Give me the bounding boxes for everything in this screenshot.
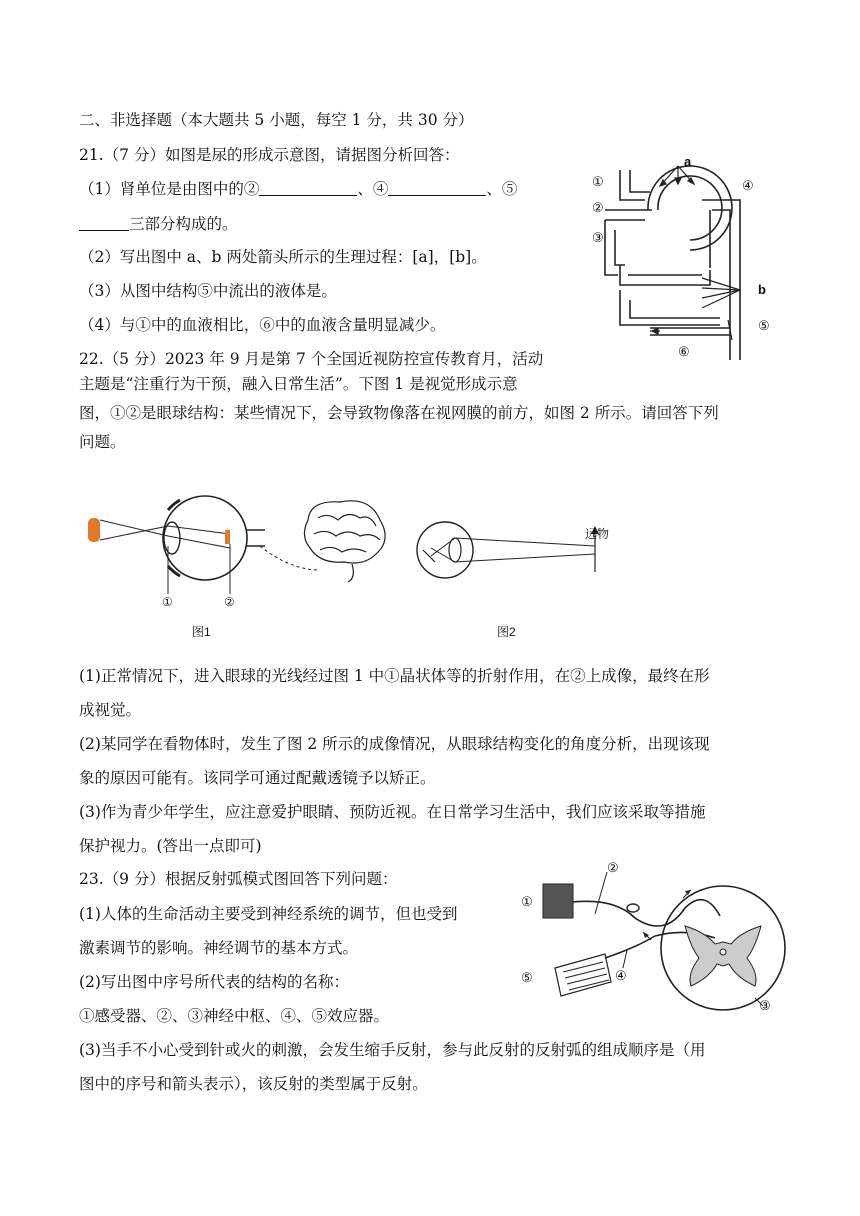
q22-part1-line1: (1)正常情况下，进入眼球的光线经过图 1 中①晶状体等的折射作用，在②上成像，最终在形 bbox=[79, 667, 710, 685]
q22-part2-line1: (2)某同学在看物体时，发生了图 2 所示的成像情况，从眼球结构变化的角度分析，出现该现 bbox=[79, 735, 710, 753]
q22-part3-line2: 保护视力。(答出一点即可) bbox=[79, 837, 262, 855]
q21-part1-b: 、④ bbox=[357, 180, 389, 198]
nephron-label-b: b bbox=[758, 282, 766, 297]
fig2-far-object-label: 远物 bbox=[585, 527, 610, 541]
nephron-label-5: ⑤ bbox=[758, 318, 770, 333]
q22-stem-line2: 主题是“注重行为干预，融入日常生活”。下图 1 是视觉形成示意 bbox=[79, 375, 518, 393]
q23-part2-line1: (2)写出图中序号所代表的结构的名称： bbox=[79, 973, 349, 991]
reflex-label-2: ② bbox=[607, 860, 619, 875]
object-icon bbox=[88, 518, 100, 542]
fig1-caption: 图1 bbox=[192, 625, 211, 639]
q21-part1-line2 bbox=[79, 213, 238, 235]
nephron-label-2: ② bbox=[592, 200, 604, 215]
nephron-label-4: ④ bbox=[742, 178, 754, 193]
q23-part2-line2: ①感受器、②、③神经中枢、④、⑤效应器。 bbox=[79, 1007, 390, 1025]
q23-part3-line1: (3)当手不小心受到针或火的刺激，会发生缩手反射，参与此反射的反射弧的组成顺序是（用 bbox=[79, 1041, 706, 1059]
q22-stem-line1: 22.（5 分）2023 年 9 月是第 7 个全国近视防控宣传教育月，活动 bbox=[79, 350, 544, 368]
q21-blank-4[interactable] bbox=[388, 179, 486, 196]
q22-stem-line4: 问题。 bbox=[79, 433, 126, 451]
q21-blank-5[interactable] bbox=[79, 214, 129, 231]
q23-part1-line1: (1)人体的生命活动主要受到神经系统的调节，但也受到 bbox=[79, 905, 458, 923]
vision-figure-2 bbox=[405, 490, 635, 640]
q21-part4: （4）与①中的血液相比，⑥中的血液含量明显减少。 bbox=[79, 316, 446, 334]
nephron-label-6: ⑥ bbox=[678, 344, 690, 359]
spinal-cord-gray-matter bbox=[685, 926, 761, 986]
effector-muscle-icon bbox=[555, 954, 611, 996]
q23-part3-line2: 图中的序号和箭头表示），该反射的类型属于反射。 bbox=[79, 1075, 428, 1093]
receptor-icon bbox=[543, 884, 573, 918]
fig1-label-1: ① bbox=[162, 595, 173, 609]
q21-part1-d: 三部分构成的。 bbox=[129, 215, 238, 233]
reflex-arc-figure bbox=[515, 858, 795, 1018]
nephron-label-3: ③ bbox=[592, 230, 604, 245]
q22-stem-line3: 图，①②是眼球结构：某些情况下，会导致物像落在视网膜的前方，如图 2 所示。请回答下列 bbox=[79, 404, 719, 422]
fig1-label-2: ② bbox=[224, 595, 235, 609]
q22-part3-line1: (3)作为青少年学生，应注意爱护眼睛、预防近视。在日常学习生活中，我们应该采取等措施 bbox=[79, 803, 706, 821]
q21-stem: 21.（7 分）如图是尿的形成示意图，请据图分析回答： bbox=[79, 146, 460, 164]
q23-part1-line2: 激素调节的影响。神经调节的基本方式。 bbox=[79, 939, 359, 957]
reflex-label-5: ⑤ bbox=[521, 970, 533, 985]
reflex-label-1: ① bbox=[521, 894, 533, 909]
nephron-label-a: a bbox=[684, 154, 692, 169]
q21-part1-c: 、⑤ bbox=[486, 180, 518, 198]
nephron-label-1: ① bbox=[592, 174, 604, 189]
vision-figure-1 bbox=[80, 490, 400, 640]
reflex-label-3: ③ bbox=[759, 998, 771, 1013]
reflex-label-4: ④ bbox=[615, 968, 627, 983]
q22-part2-line2: 象的原因可能有。该同学可通过配戴透镜予以矫正。 bbox=[79, 769, 436, 787]
q21-blank-2[interactable] bbox=[259, 179, 357, 196]
nephron-figure bbox=[590, 150, 780, 370]
q21-part3: （3）从图中结构⑤中流出的液体是。 bbox=[79, 282, 337, 300]
q22-part1-line2: 成视觉。 bbox=[79, 701, 142, 719]
section-heading: 二、非选择题（本大题共 5 小题，每空 1 分，共 30 分） bbox=[79, 111, 474, 129]
q21-part1-a: （1）肾单位是由图中的② bbox=[79, 180, 260, 198]
q21-part2: （2）写出图中 a、b 两处箭头所示的生理过程：[a]，[b]。 bbox=[79, 248, 487, 266]
q23-stem: 23.（9 分）根据反射弧模式图回答下列问题： bbox=[79, 870, 398, 888]
q21-part1-line1 bbox=[79, 178, 517, 200]
fig2-caption: 图2 bbox=[497, 625, 516, 639]
